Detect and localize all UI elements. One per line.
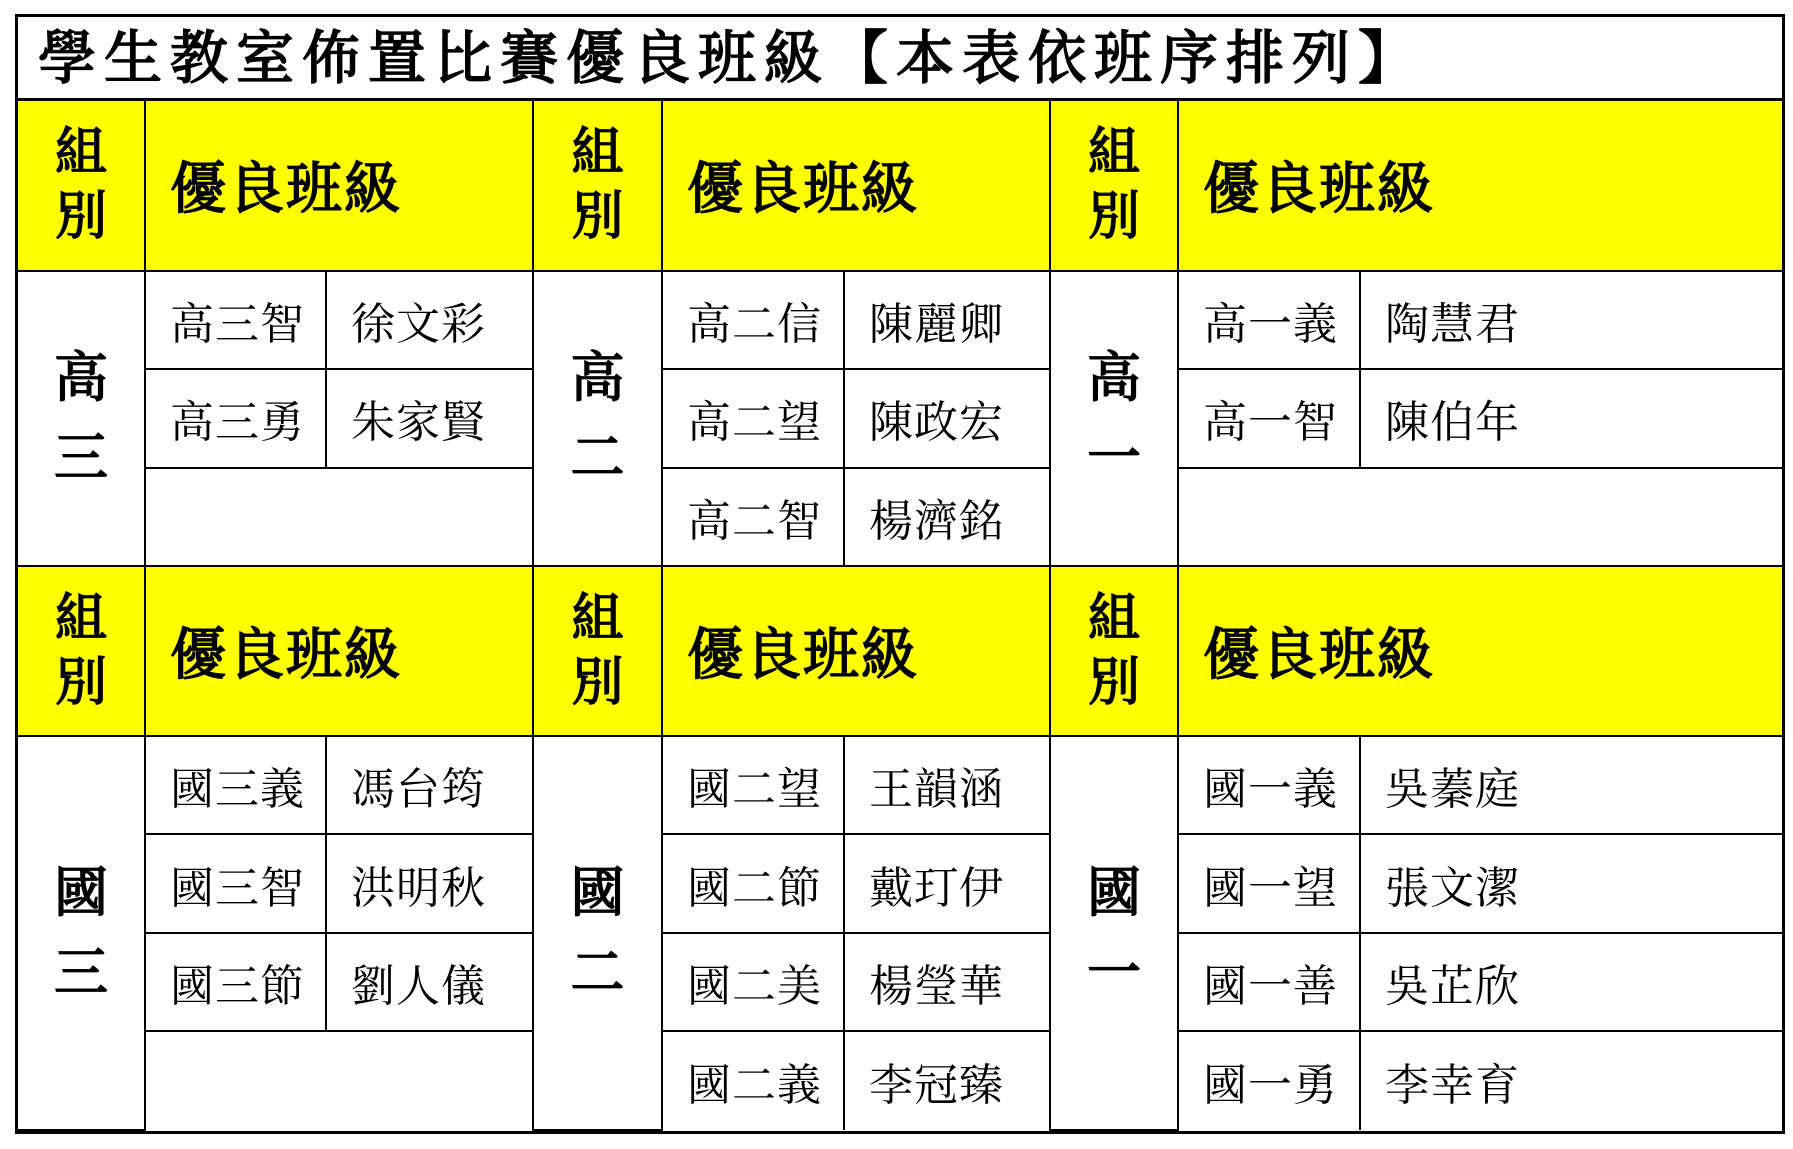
title-row xyxy=(18,17,1782,101)
group-junior3: 國 三 xyxy=(18,736,145,1130)
class-cell: 國三義 xyxy=(145,736,326,835)
class-cell: 高一義 xyxy=(1178,271,1360,370)
class-cell: 國一善 xyxy=(1178,933,1360,1032)
group-header: 組 別 xyxy=(1050,566,1178,736)
class-cell: 高二智 xyxy=(662,468,844,567)
group-junior1: 國 一 xyxy=(1050,736,1178,1130)
teacher-name: 吳芷欣 xyxy=(1360,933,1782,1032)
class-cell: 國一望 xyxy=(1178,834,1360,933)
award-header: 優良班級 xyxy=(145,101,533,271)
teacher-name: 馮台筠 xyxy=(326,736,533,835)
page-title: 學生教室佈置比賽優良班級【本表依班序排列】 xyxy=(38,24,1425,92)
award-table xyxy=(15,14,1785,1134)
teacher-name: 李冠臻 xyxy=(844,1031,1050,1130)
teacher-name: 洪明秋 xyxy=(326,834,533,933)
teacher-name: 陳麗卿 xyxy=(844,271,1050,370)
group-header: 組 別 xyxy=(533,566,662,736)
class-cell: 國二義 xyxy=(662,1031,844,1130)
class-cell: 高二信 xyxy=(662,271,844,370)
group-senior1: 高 一 xyxy=(1050,271,1178,567)
empty-cell xyxy=(145,1031,533,1130)
class-cell: 國二節 xyxy=(662,834,844,933)
awards-grid xyxy=(18,101,1782,1131)
class-cell: 國一義 xyxy=(1178,736,1360,835)
award-header: 優良班級 xyxy=(662,566,1050,736)
teacher-name: 張文潔 xyxy=(1360,834,1782,933)
teacher-name: 李幸育 xyxy=(1360,1031,1782,1130)
teacher-name: 陳伯年 xyxy=(1360,369,1782,468)
teacher-name: 劉人儀 xyxy=(326,933,533,1032)
group-header: 組 別 xyxy=(18,566,145,736)
award-header: 優良班級 xyxy=(662,101,1050,271)
teacher-name: 戴玎伊 xyxy=(844,834,1050,933)
class-cell: 國一勇 xyxy=(1178,1031,1360,1130)
class-cell: 高二望 xyxy=(662,369,844,468)
class-cell: 高三智 xyxy=(145,271,326,370)
group-senior2: 高 二 xyxy=(533,271,662,567)
award-header: 優良班級 xyxy=(145,566,533,736)
teacher-name: 楊濟銘 xyxy=(844,468,1050,567)
class-cell: 國二望 xyxy=(662,736,844,835)
teacher-name: 朱家賢 xyxy=(326,369,533,468)
class-cell: 高一智 xyxy=(1178,369,1360,468)
teacher-name: 徐文彩 xyxy=(326,271,533,370)
teacher-name: 吳蓁庭 xyxy=(1360,736,1782,835)
teacher-name: 陳政宏 xyxy=(844,369,1050,468)
class-cell: 國二美 xyxy=(662,933,844,1032)
class-cell: 國三智 xyxy=(145,834,326,933)
teacher-name: 楊瑩華 xyxy=(844,933,1050,1032)
teacher-name: 王韻涵 xyxy=(844,736,1050,835)
award-header: 優良班級 xyxy=(1178,101,1782,271)
group-header: 組 別 xyxy=(1050,101,1178,271)
class-cell: 國三節 xyxy=(145,933,326,1032)
group-header: 組 別 xyxy=(533,101,662,271)
group-junior2: 國 二 xyxy=(533,736,662,1130)
class-cell: 高三勇 xyxy=(145,369,326,468)
empty-cell xyxy=(1178,468,1782,567)
teacher-name: 陶慧君 xyxy=(1360,271,1782,370)
empty-cell xyxy=(145,468,533,567)
group-header: 組 別 xyxy=(18,101,145,271)
award-header: 優良班級 xyxy=(1178,566,1782,736)
group-senior3: 高 三 xyxy=(18,271,145,567)
